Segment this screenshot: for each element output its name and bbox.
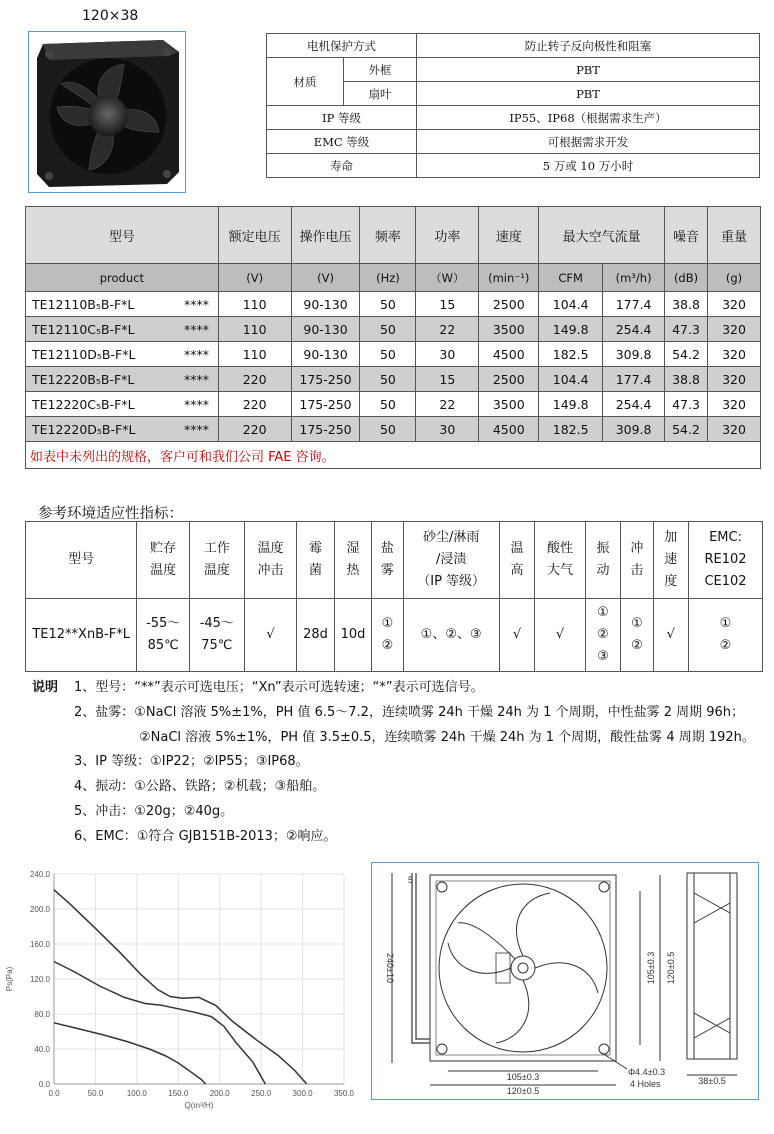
life-value: 5 万或 10 万小时 (417, 154, 760, 178)
dim-hole: Φ4.4±0.3 (628, 1067, 666, 1077)
env-data-cell (372, 599, 403, 672)
product-caption: 120×38 (82, 8, 139, 24)
env-data-cell-line: ① (719, 616, 732, 631)
spec-note: 如表中未列出的规格，客户可和我们公司 FAE 咨询。 (26, 442, 761, 469)
env-header-cell-line: （IP 等级） (417, 574, 486, 589)
table-cell: 110 (218, 342, 291, 367)
table-row (26, 292, 761, 317)
env-data-cell-line: ③ (597, 649, 609, 664)
life-label: 寿命 (267, 154, 417, 178)
table-row (26, 392, 761, 417)
env-header-cell (297, 522, 334, 599)
env-data-cell-line: √ (555, 627, 565, 642)
env-header-cell-line: 加 (664, 530, 678, 545)
env-header-cell-line: 型号 (68, 552, 95, 567)
table-cell: 38.8 (665, 367, 708, 392)
pq-chart (0, 862, 360, 1112)
note-item: 3、IP 等级：①IP22；②IP55；③IP68。 (74, 754, 309, 770)
env-data-cell-line: 75℃ (201, 638, 233, 653)
env-header-cell-line: 雾 (380, 563, 394, 578)
stars-cell: **** (175, 317, 218, 342)
env-header-cell-line: 霉 (309, 541, 323, 556)
table-cell: 38.8 (665, 292, 708, 317)
x-tick-label: 350.0 (333, 1089, 355, 1098)
env-header-cell (585, 522, 620, 599)
y-tick-label: 0.0 (38, 1080, 50, 1089)
env-header-cell-line: 贮存 (150, 541, 177, 556)
table-cell: 177.4 (603, 367, 665, 392)
blade-label: 扇叶 (344, 82, 417, 106)
table-cell: 182.5 (539, 417, 603, 442)
model-cell: TE12220D₅B-F*L (26, 417, 176, 442)
env-header-cell-line: 高 (510, 563, 524, 578)
x-tick-label: 150.0 (168, 1089, 189, 1098)
env-data-cell (621, 599, 653, 672)
env-header-cell-line: 振 (596, 541, 610, 556)
unit-cell: （W） (416, 264, 479, 292)
env-data-row (26, 599, 763, 672)
y-tick-label: 160.0 (29, 940, 50, 949)
spec-note-row (26, 442, 761, 469)
model-cell: TE12220B₅B-F*L (26, 367, 176, 392)
x-tick-label: 0.0 (48, 1089, 60, 1098)
unit-cell: (min⁻¹) (479, 264, 539, 292)
y-tick-label: 200.0 (29, 905, 50, 914)
table-cell: 110 (218, 317, 291, 342)
env-header-cell-line: 温度 (257, 541, 284, 556)
table-cell: 110 (218, 292, 291, 317)
material-label: 材质 (267, 58, 344, 106)
stars-cell: **** (175, 342, 218, 367)
stars-cell: **** (175, 367, 218, 392)
dimension-drawing (371, 862, 759, 1100)
property-table (266, 33, 760, 178)
env-header-cell-line: 砂尘/淋雨 (422, 530, 480, 545)
note-item: 4、振动：①公路、铁路；②机载；③船舶。 (74, 779, 326, 795)
spec-units-row (26, 264, 761, 292)
env-data-cell-line: ① (597, 605, 609, 620)
table-cell: 3500 (479, 317, 539, 342)
table-row (267, 130, 760, 154)
table-cell: 320 (708, 292, 761, 317)
env-header-cell-line: 冲 (630, 541, 644, 556)
env-header-cell-line: 菌 (309, 563, 323, 578)
table-cell: 320 (708, 342, 761, 367)
dim-h120: 120±0.5 (666, 951, 676, 985)
env-data-cell-line: ② (597, 627, 609, 642)
table-cell: 15 (416, 292, 479, 317)
table-row (26, 342, 761, 367)
env-data-cell-line: ① (631, 616, 643, 631)
table-cell: 54.2 (665, 342, 708, 367)
env-data-cell-line: 85℃ (147, 638, 179, 653)
table-cell: 50 (360, 367, 416, 392)
header-cell: 最大空气流量 (539, 207, 665, 264)
table-cell: 177.4 (603, 292, 665, 317)
env-data-cell-line: TE12**XnB-F*L (32, 627, 131, 642)
env-data-cell (585, 599, 620, 672)
table-cell: 220 (218, 392, 291, 417)
dim-wire: 5 (408, 875, 414, 885)
table-cell: 309.8 (603, 342, 665, 367)
env-header-cell (26, 522, 137, 599)
table-row (267, 154, 760, 178)
emc-value: 可根据需求开发 (417, 130, 760, 154)
model-cell: TE12110B₅B-F*L (26, 292, 176, 317)
env-header-cell-line: 热 (346, 563, 360, 578)
notes-lead: 说明 (32, 680, 59, 695)
table-cell: 50 (360, 292, 416, 317)
x-tick-label: 300.0 (292, 1089, 313, 1098)
y-tick-label: 240.0 (29, 870, 50, 879)
unit-cell: product (26, 264, 219, 292)
env-data-cell-line: ② (381, 638, 394, 653)
table-cell: 309.8 (603, 417, 665, 442)
env-header-cell (535, 522, 586, 599)
blade-value: PBT (417, 82, 760, 106)
table-cell: 320 (708, 367, 761, 392)
frame-value: PBT (417, 58, 760, 82)
env-header-cell-line: 速 (664, 552, 678, 567)
unit-cell: (g) (708, 264, 761, 292)
env-data-cell-line: -55～ (146, 616, 181, 631)
table-row (267, 106, 760, 130)
env-header-cell (244, 522, 297, 599)
table-cell: 15 (416, 367, 479, 392)
env-data-cell (137, 599, 190, 672)
env-header-cell-line: 温 (510, 541, 524, 556)
env-data-cell (689, 599, 763, 672)
env-header-cell (403, 522, 499, 599)
stars-cell: **** (175, 392, 218, 417)
table-cell: 149.8 (539, 317, 603, 342)
spec-header-row (26, 207, 761, 264)
x-tick-label: 250.0 (251, 1089, 272, 1098)
env-data-cell-line: ② (719, 638, 732, 653)
unit-cell: (Hz) (360, 264, 416, 292)
env-data-cell-line: √ (266, 627, 275, 642)
fan-photo-icon (29, 32, 185, 192)
table-cell: 90-130 (291, 317, 360, 342)
env-data-cell-line: √ (666, 627, 675, 642)
table-cell: 104.4 (539, 292, 603, 317)
table-cell: 50 (360, 417, 416, 442)
env-data-cell (26, 599, 137, 672)
env-data-cell-line: 10d (340, 627, 366, 642)
env-header-cell (190, 522, 245, 599)
header-cell: 操作电压 (291, 207, 360, 264)
header-cell: 噪音 (665, 207, 708, 264)
env-header-cell-line: 工作 (203, 541, 230, 556)
table-cell: 3500 (479, 392, 539, 417)
env-header-cell-line: 盐 (380, 541, 394, 556)
table-cell: 47.3 (665, 317, 708, 342)
table-cell: 47.3 (665, 392, 708, 417)
env-data-cell-line: ② (631, 638, 643, 653)
table-cell: 30 (416, 417, 479, 442)
dim-holes: 4 Holes (630, 1079, 661, 1089)
env-data-cell (403, 599, 499, 672)
dim-depth: 38±0.5 (698, 1076, 726, 1086)
env-header-cell-line: 湿 (346, 541, 360, 556)
stars-cell: **** (175, 292, 218, 317)
x-tick-label: 200.0 (209, 1089, 230, 1098)
table-row (267, 34, 760, 58)
table-row (26, 367, 761, 392)
unit-cell: (V) (291, 264, 360, 292)
env-header-cell (334, 522, 371, 599)
table-cell: 2500 (479, 367, 539, 392)
env-data-cell-line: -45～ (199, 616, 234, 631)
table-cell: 2500 (479, 292, 539, 317)
note-item: 5、冲击：①20g；②40g。 (74, 803, 234, 819)
dim-w105: 105±0.3 (506, 1072, 540, 1082)
table-cell: 149.8 (539, 392, 603, 417)
table-cell: 50 (360, 317, 416, 342)
env-data-cell-line: 28d (303, 627, 328, 642)
header-cell: 型号 (26, 207, 219, 264)
env-header-cell (689, 522, 763, 599)
env-header-cell (137, 522, 190, 599)
note-item: 1、型号：“**”表示可选电压；“Xn”表示可选转速；“*”表示可选信号。 (74, 680, 484, 695)
table-cell: 90-130 (291, 292, 360, 317)
env-header-cell (372, 522, 403, 599)
stars-cell: **** (175, 417, 218, 442)
pq-curve-3 (54, 1023, 206, 1084)
model-cell: TE12110C₅B-F*L (26, 317, 176, 342)
env-header-cell-line: EMC: (709, 530, 742, 545)
table-cell: 175-250 (291, 392, 360, 417)
env-header-cell-line: 温度 (203, 563, 230, 578)
unit-cell: (dB) (665, 264, 708, 292)
product-photo (28, 31, 186, 193)
env-header-cell-line: /浸渍 (435, 552, 467, 567)
table-cell: 90-130 (291, 342, 360, 367)
header-cell: 重量 (708, 207, 761, 264)
env-header-cell-line: 温度 (150, 563, 177, 578)
env-data-cell-line: √ (512, 627, 522, 642)
env-header-cell-line: 度 (664, 574, 678, 589)
env-data-cell-line: ①、②、③ (420, 627, 482, 642)
table-row (26, 317, 761, 342)
env-header-cell (653, 522, 688, 599)
env-header-cell-line: 冲击 (257, 563, 284, 578)
env-data-cell (535, 599, 586, 672)
table-cell: 30 (416, 342, 479, 367)
table-cell: 320 (708, 392, 761, 417)
env-data-cell (653, 599, 688, 672)
env-data-cell-line: ① (381, 616, 394, 631)
table-cell: 254.4 (603, 392, 665, 417)
table-cell: 50 (360, 392, 416, 417)
env-table (25, 521, 763, 672)
env-header-row (26, 522, 763, 599)
env-header-cell-line: RE102 (704, 552, 747, 567)
header-cell: 频率 (360, 207, 416, 264)
table-cell: 22 (416, 317, 479, 342)
y-tick-label: 40.0 (34, 1045, 50, 1054)
note-item: ②NaCl 溶液 5%±1%，PH 值 3.5±0.5，连续喷雾 24h 干燥 24h 为 1 个周期，酸性盐雾 4 周期 192h。 (139, 729, 755, 745)
notes (32, 676, 755, 850)
dim-len240: 240±10 (385, 953, 395, 983)
note-item: 6、EMC：①符合 GJB151B-2013；②响应。 (74, 828, 337, 844)
y-axis-label: Ps(Pa) (5, 966, 14, 992)
env-data-cell (334, 599, 371, 672)
header-cell: 额定电压 (218, 207, 291, 264)
table-cell: 104.4 (539, 367, 603, 392)
dim-h105: 105±0.3 (646, 951, 656, 985)
y-tick-label: 120.0 (29, 975, 50, 984)
table-cell: 175-250 (291, 367, 360, 392)
spec-table (25, 206, 761, 469)
env-data-cell (190, 599, 245, 672)
env-header-cell (621, 522, 653, 599)
header-cell: 速度 (479, 207, 539, 264)
x-tick-label: 50.0 (87, 1089, 104, 1098)
env-header-cell-line: 大气 (546, 563, 573, 578)
frame-label: 外框 (344, 58, 417, 82)
x-tick-label: 100.0 (126, 1089, 147, 1098)
table-cell: 50 (360, 342, 416, 367)
note-item: 2、盐雾：①NaCl 溶液 5%±1%，PH 值 6.5～7.2，连续喷雾 24h 干燥 24h 为 1 个周期，中性盐雾 2 周期 96h； (74, 704, 745, 720)
table-cell: 4500 (479, 342, 539, 367)
env-data-cell (499, 599, 534, 672)
env-header-cell (499, 522, 534, 599)
env-data-cell (297, 599, 334, 672)
fan-drawing-icon (372, 863, 758, 1099)
ip-label: IP 等级 (267, 106, 417, 130)
table-cell: 220 (218, 367, 291, 392)
env-header-cell-line: 击 (630, 563, 644, 578)
table-cell: 22 (416, 392, 479, 417)
unit-cell: (V) (218, 264, 291, 292)
table-cell: 220 (218, 417, 291, 442)
header-cell: 功率 (416, 207, 479, 264)
table-cell: 254.4 (603, 317, 665, 342)
table-row (26, 417, 761, 442)
table-cell: 54.2 (665, 417, 708, 442)
env-header-cell-line: 酸性 (546, 541, 573, 556)
table-row (267, 58, 760, 82)
unit-cell: (m³/h) (603, 264, 665, 292)
table-cell: 320 (708, 417, 761, 442)
emc-label: EMC 等级 (267, 130, 417, 154)
table-cell: 320 (708, 317, 761, 342)
table-cell: 175-250 (291, 417, 360, 442)
env-header-cell-line: 动 (596, 563, 610, 578)
dim-w120: 120±0.5 (506, 1086, 540, 1096)
x-axis-label: Q(m³/H) (184, 1101, 214, 1110)
model-cell: TE12110D₅B-F*L (26, 342, 176, 367)
table-cell: 4500 (479, 417, 539, 442)
pq-curve-1 (54, 890, 307, 1084)
env-data-cell (244, 599, 297, 672)
env-title: 参考环境适应性指标： (38, 506, 183, 522)
motor-protection-label: 电机保护方式 (267, 34, 417, 58)
env-header-cell-line: CE102 (704, 574, 747, 589)
motor-protection-value: 防止转子反向极性和阻塞 (417, 34, 760, 58)
y-tick-label: 80.0 (34, 1010, 50, 1019)
ip-value: IP55、IP68（根据需求生产） (417, 106, 760, 130)
unit-cell: CFM (539, 264, 603, 292)
model-cell: TE12220C₅B-F*L (26, 392, 176, 417)
table-cell: 182.5 (539, 342, 603, 367)
